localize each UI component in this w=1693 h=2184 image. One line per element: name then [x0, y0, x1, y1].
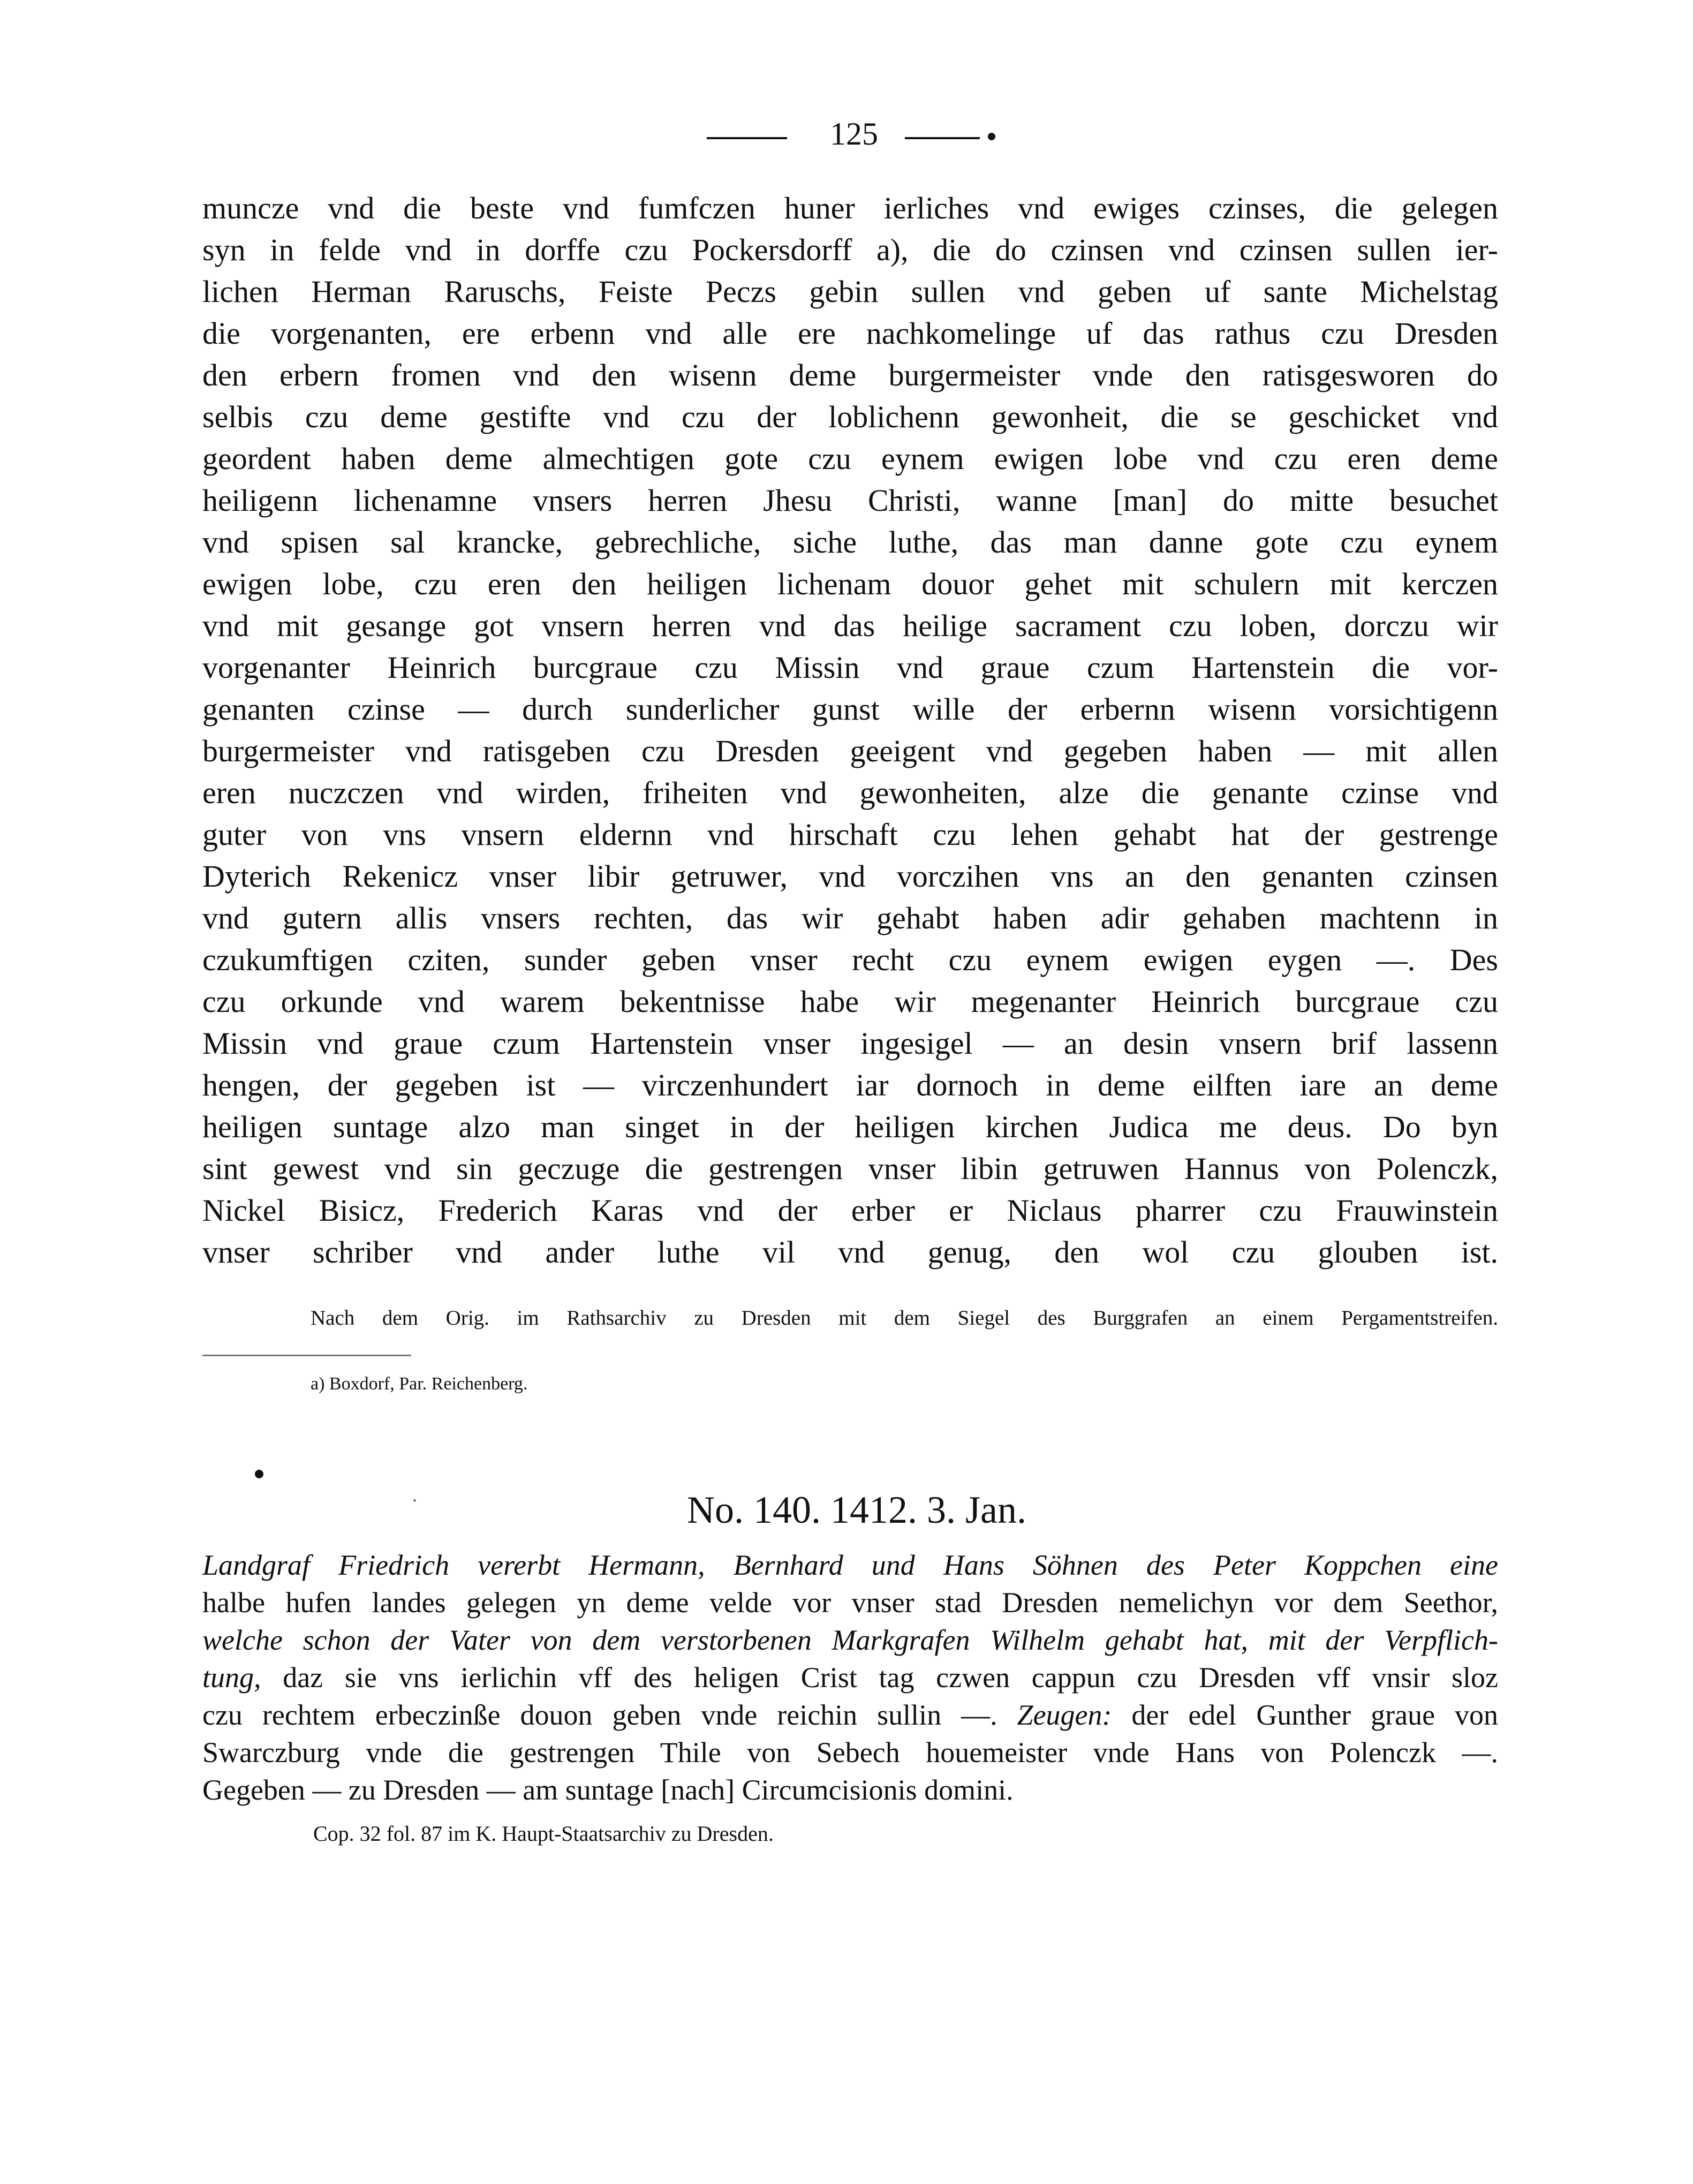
- page-number: 125: [830, 116, 878, 152]
- margin-speck: [413, 1499, 416, 1502]
- abstract-line: [202, 1659, 1498, 1696]
- italic-segment: Zeugen:: [1017, 1699, 1112, 1731]
- text-line: heiligen suntage alzo man singet in der heiligen kirchen Judica me deus. Do byn: [202, 1109, 1498, 1144]
- page-header: [707, 112, 1007, 155]
- abstract-line: [202, 1696, 1498, 1734]
- text-segment: Gegeben — zu Dresden — am suntage [nach] Circumcisionis domini.: [202, 1774, 1014, 1806]
- abstract-line: [202, 1771, 1498, 1809]
- italic-segment: welche schon der Vater von dem verstorbenen Markgrafen Wilhelm gehabt hat, mit der Verpflich-: [202, 1624, 1498, 1656]
- text-line: guter von vns vnsern eldernn vnd hirschaft czu lehen gehabt hat der gestrenge: [202, 817, 1498, 852]
- header-dot: [988, 133, 995, 140]
- italic-segment: tung,: [202, 1661, 261, 1694]
- text-line: vorgenanter Heinrich burcgraue czu Missin vnd graue czum Hartenstein die vor-: [202, 650, 1498, 685]
- abstract-line: [202, 1584, 1498, 1621]
- charter-text: [202, 187, 1498, 1273]
- text-segment: halbe hufen landes gelegen yn deme velde vor vnser stad Dresden nemelichyn vor dem Seethor,: [202, 1586, 1498, 1619]
- text-line: vnd gutern allis vnsers rechten, das wir gehabt haben adir gehaben machtenn in: [202, 901, 1498, 935]
- source-note: Nach dem Orig. im Rathsarchiv zu Dresden mit dem Siegel des Burggrafen an einem Pergamentstreifen.: [311, 1306, 1498, 1329]
- text-line: sint gewest vnd sin geczuge die gestrengen vnser libin getruwen Hannus von Polenczk,: [202, 1151, 1498, 1186]
- text-segment: Swarczburg vnde die gestrengen Thile von Sebech houemeister vnde Hans von Polenczk —.: [202, 1736, 1498, 1769]
- text-line: lichen Herman Raruschs, Feiste Peczs gebin sullen vnd geben uf sante Michelstag: [202, 274, 1498, 309]
- abstract-line: [202, 1621, 1498, 1659]
- document-abstract: [202, 1546, 1498, 1809]
- text-segment: czu rechtem erbeczinße douon geben vnde reichin sullin —.: [202, 1699, 1017, 1731]
- text-line: den erbern fromen vnd den wisenn deme burgermeister vnde den ratisgesworen do: [202, 358, 1498, 392]
- text-segment: der edel Gunther graue von: [1112, 1699, 1498, 1731]
- header-rule-left: [707, 137, 787, 139]
- text-line: genanten czinse — durch sunderlicher gunst wille der erbernn wisenn vorsichtigenn: [202, 692, 1498, 727]
- header-rule-right: [905, 137, 980, 139]
- text-line: eren nuczczen vnd wirden, friheiten vnd gewonheiten, alze die genante czinse vnd: [202, 775, 1498, 810]
- footnote-rule: [202, 1355, 411, 1356]
- text-line: Nickel Bisicz, Frederich Karas vnd der erber er Niclaus pharrer czu Frauwinstein: [202, 1193, 1498, 1228]
- text-line: die vorgenanten, ere erbenn vnd alle ere nachkomelinge uf das rathus czu Dresden: [202, 316, 1498, 351]
- text-line: hengen, der gegeben ist — virczenhundert iar dornoch in deme eilften iare an deme: [202, 1068, 1498, 1102]
- text-line: czukumftigen cziten, sunder geben vnser recht czu eynem ewigen eygen —. Des: [202, 942, 1498, 977]
- text-line: vnd mit gesange got vnsern herren vnd das heilige sacrament czu loben, dorczu wir: [202, 608, 1498, 643]
- source-note-2: Cop. 32 fol. 87 im K. Haupt-Staatsarchiv zu Dresden.: [313, 1822, 774, 1846]
- text-segment: daz sie vns ierlichin vff des heligen Crist tag czwen cappun czu Dresden vff vnsir sloz: [261, 1661, 1498, 1694]
- text-line: Missin vnd graue czum Hartenstein vnser ingesigel — an desin vnsern brif lassenn: [202, 1026, 1498, 1061]
- text-line: vnd spisen sal krancke, gebrechliche, siche luthe, das man danne gote czu eynem: [202, 525, 1498, 560]
- abstract-line: [202, 1546, 1498, 1584]
- text-line: selbis czu deme gestifte vnd czu der loblichenn gewonheit, die se geschicket vnd: [202, 399, 1498, 434]
- text-line: Dyterich Rekenicz vnser libir getruwer, vnd vorczihen vns an den genanten czinsen: [202, 859, 1498, 894]
- text-line: muncze vnd die beste vnd fumfczen huner ierliches vnd ewiges czinses, die gelegen: [202, 191, 1498, 225]
- text-line: heiligenn lichenamne vnsers herren Jhesu Christi, wanne [man] do mitte besuchet: [202, 483, 1498, 518]
- abstract-line: [202, 1734, 1498, 1771]
- text-line: ewigen lobe, czu eren den heiligen lichenam douor gehet mit schulern mit kerczen: [202, 566, 1498, 601]
- italic-segment: Landgraf Friedrich vererbt Hermann, Bernhard und Hans Söhnen des Peter Koppchen eine: [202, 1549, 1498, 1581]
- text-line: vnser schriber vnd ander luthe vil vnd genug, den wol czu glouben ist.: [202, 1235, 1498, 1269]
- text-line: burgermeister vnd ratisgeben czu Dresden geeigent vnd gegeben haben — mit allen: [202, 734, 1498, 768]
- text-line: geordent haben deme almechtigen gote czu eynem ewigen lobe vnd czu eren deme: [202, 441, 1498, 476]
- text-line: syn in felde vnd in dorffe czu Pockersdorff a), die do czinsen vnd czinsen sullen ier-: [202, 232, 1498, 267]
- text-line: czu orkunde vnd warem bekentnisse habe wir megenanter Heinrich burcgraue czu: [202, 984, 1498, 1019]
- margin-dot: [255, 1470, 263, 1478]
- footnote: a) Boxdorf, Par. Reichenberg.: [311, 1374, 528, 1394]
- document-heading: No. 140. 1412. 3. Jan.: [687, 1488, 1026, 1531]
